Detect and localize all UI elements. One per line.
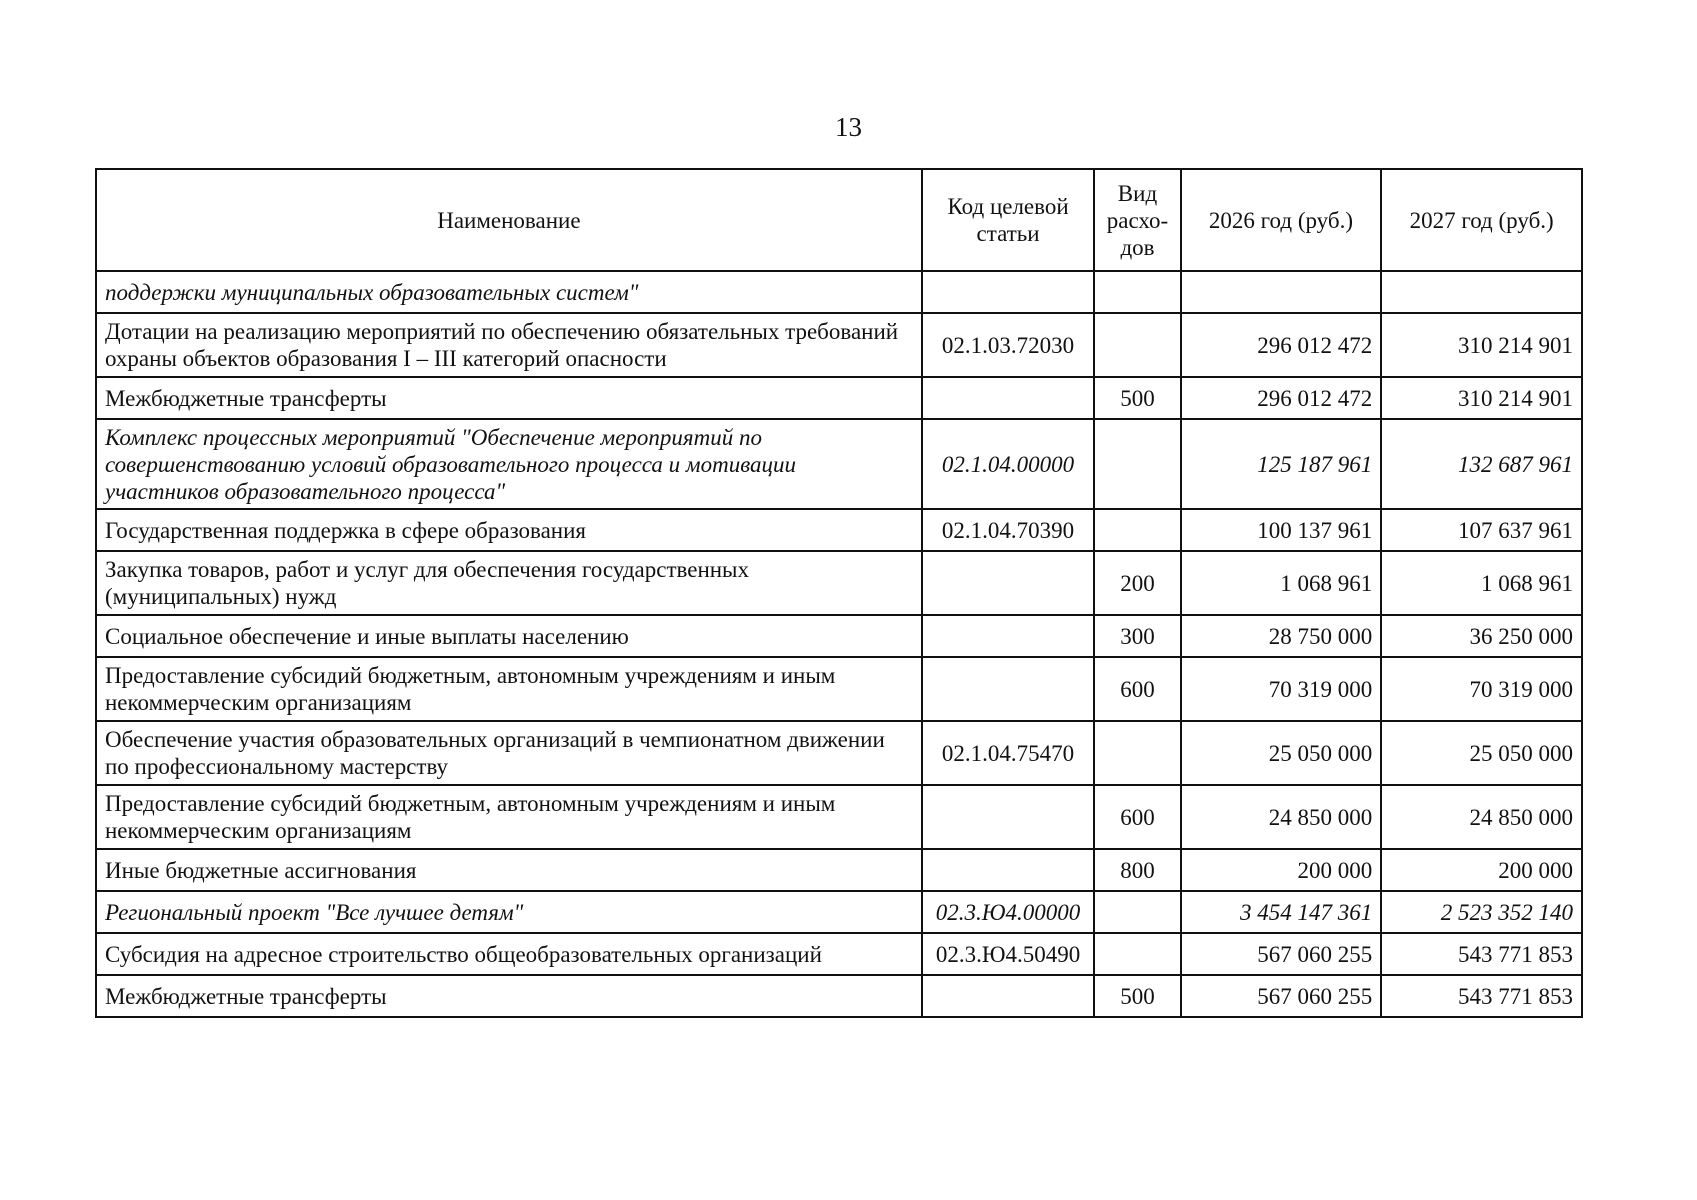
row-amount-2027-cell	[1381, 271, 1582, 313]
row-amount-2026-cell: 28 750 000	[1181, 615, 1382, 657]
row-name-cell: Субсидия на адресное строительство общеобразовательных организаций	[96, 933, 922, 975]
row-code-cell	[922, 785, 1095, 849]
row-name-cell: Предоставление субсидий бюджетным, автономным учреждениям и иным некоммерческим организациям	[96, 785, 922, 849]
table-body	[96, 271, 1582, 1017]
row-amount-2027-cell: 107 637 961	[1381, 509, 1582, 551]
row-code-cell	[922, 271, 1095, 313]
header-name: Наименование	[96, 169, 922, 271]
row-code-cell: 02.1.03.72030	[922, 313, 1095, 377]
row-amount-2026-cell: 200 000	[1181, 849, 1382, 891]
header-year-2027: 2027 год (руб.)	[1381, 169, 1582, 271]
row-name-cell: Предоставление субсидий бюджетным, автономным учреждениям и иным некоммерческим организациям	[96, 657, 922, 721]
row-amount-2027-cell: 2 523 352 140	[1381, 891, 1582, 933]
row-amount-2026-cell: 3 454 147 361	[1181, 891, 1382, 933]
table-row	[96, 975, 1582, 1017]
row-amount-2027-cell: 543 771 853	[1381, 975, 1582, 1017]
page-number: 13	[835, 112, 862, 142]
table-row	[96, 551, 1582, 615]
row-code-cell	[922, 657, 1095, 721]
table-row	[96, 657, 1582, 721]
table-row	[96, 377, 1582, 419]
header-year-2026: 2026 год (руб.)	[1181, 169, 1382, 271]
row-amount-2026-cell: 296 012 472	[1181, 313, 1382, 377]
row-code-cell	[922, 615, 1095, 657]
row-amount-2026-cell: 296 012 472	[1181, 377, 1382, 419]
row-amount-2027-cell: 24 850 000	[1381, 785, 1582, 849]
row-code-cell: 02.1.04.70390	[922, 509, 1095, 551]
budget-table	[95, 168, 1583, 1018]
row-expense-type-cell: 800	[1094, 849, 1180, 891]
row-amount-2026-cell: 24 850 000	[1181, 785, 1382, 849]
row-amount-2026-cell: 567 060 255	[1181, 975, 1382, 1017]
row-code-cell	[922, 975, 1095, 1017]
row-name-cell: Межбюджетные трансферты	[96, 975, 922, 1017]
row-expense-type-cell: 300	[1094, 615, 1180, 657]
row-amount-2027-cell: 132 687 961	[1381, 419, 1582, 509]
row-expense-type-cell	[1094, 933, 1180, 975]
row-amount-2027-cell: 25 050 000	[1381, 721, 1582, 785]
table-row	[96, 419, 1582, 509]
row-name-cell: Комплекс процессных мероприятий "Обеспечение мероприятий по совершенствованию условий образовательного процесса и мотивации участников образовательного процесса"	[96, 419, 922, 509]
table-header-row	[96, 169, 1582, 271]
row-amount-2026-cell: 125 187 961	[1181, 419, 1382, 509]
table-row	[96, 615, 1582, 657]
row-code-cell: 02.3.Ю4.50490	[922, 933, 1095, 975]
row-expense-type-cell: 600	[1094, 657, 1180, 721]
row-code-cell: 02.3.Ю4.00000	[922, 891, 1095, 933]
row-name-cell: Обеспечение участия образовательных организаций в чемпионатном движении по профессиональному мастерству	[96, 721, 922, 785]
row-expense-type-cell: 200	[1094, 551, 1180, 615]
header-code: Код целевой статьи	[922, 169, 1095, 271]
row-expense-type-cell	[1094, 419, 1180, 509]
row-name-cell: поддержки муниципальных образовательных систем"	[96, 271, 922, 313]
row-expense-type-cell: 600	[1094, 785, 1180, 849]
row-amount-2027-cell: 310 214 901	[1381, 377, 1582, 419]
row-amount-2027-cell: 543 771 853	[1381, 933, 1582, 975]
row-amount-2027-cell: 36 250 000	[1381, 615, 1582, 657]
row-code-cell	[922, 849, 1095, 891]
row-name-cell: Дотации на реализацию мероприятий по обеспечению обязательных требований охраны объектов образования I – III категорий опасности	[96, 313, 922, 377]
row-amount-2026-cell: 1 068 961	[1181, 551, 1382, 615]
row-amount-2026-cell: 567 060 255	[1181, 933, 1382, 975]
row-name-cell: Государственная поддержка в сфере образования	[96, 509, 922, 551]
row-expense-type-cell	[1094, 891, 1180, 933]
table-row	[96, 785, 1582, 849]
row-amount-2027-cell: 310 214 901	[1381, 313, 1582, 377]
row-expense-type-cell: 500	[1094, 377, 1180, 419]
row-expense-type-cell	[1094, 271, 1180, 313]
row-name-cell: Межбюджетные трансферты	[96, 377, 922, 419]
row-amount-2027-cell: 70 319 000	[1381, 657, 1582, 721]
row-expense-type-cell	[1094, 509, 1180, 551]
row-expense-type-cell	[1094, 721, 1180, 785]
row-code-cell	[922, 551, 1095, 615]
table-row	[96, 509, 1582, 551]
row-expense-type-cell: 500	[1094, 975, 1180, 1017]
row-name-cell: Региональный проект "Все лучшее детям"	[96, 891, 922, 933]
row-amount-2026-cell: 70 319 000	[1181, 657, 1382, 721]
row-amount-2027-cell: 1 068 961	[1381, 551, 1582, 615]
table-row	[96, 849, 1582, 891]
table-row	[96, 891, 1582, 933]
row-amount-2026-cell	[1181, 271, 1382, 313]
row-code-cell: 02.1.04.75470	[922, 721, 1095, 785]
table-row	[96, 721, 1582, 785]
row-name-cell: Иные бюджетные ассигнования	[96, 849, 922, 891]
row-code-cell	[922, 377, 1095, 419]
row-amount-2026-cell: 25 050 000	[1181, 721, 1382, 785]
table-row	[96, 933, 1582, 975]
row-expense-type-cell	[1094, 313, 1180, 377]
row-amount-2027-cell: 200 000	[1381, 849, 1582, 891]
table-row	[96, 313, 1582, 377]
header-type: Вид расхо-дов	[1094, 169, 1180, 271]
row-code-cell: 02.1.04.00000	[922, 419, 1095, 509]
row-amount-2026-cell: 100 137 961	[1181, 509, 1382, 551]
row-name-cell: Социальное обеспечение и иные выплаты населению	[96, 615, 922, 657]
table-row	[96, 271, 1582, 313]
row-name-cell: Закупка товаров, работ и услуг для обеспечения государственных (муниципальных) нужд	[96, 551, 922, 615]
